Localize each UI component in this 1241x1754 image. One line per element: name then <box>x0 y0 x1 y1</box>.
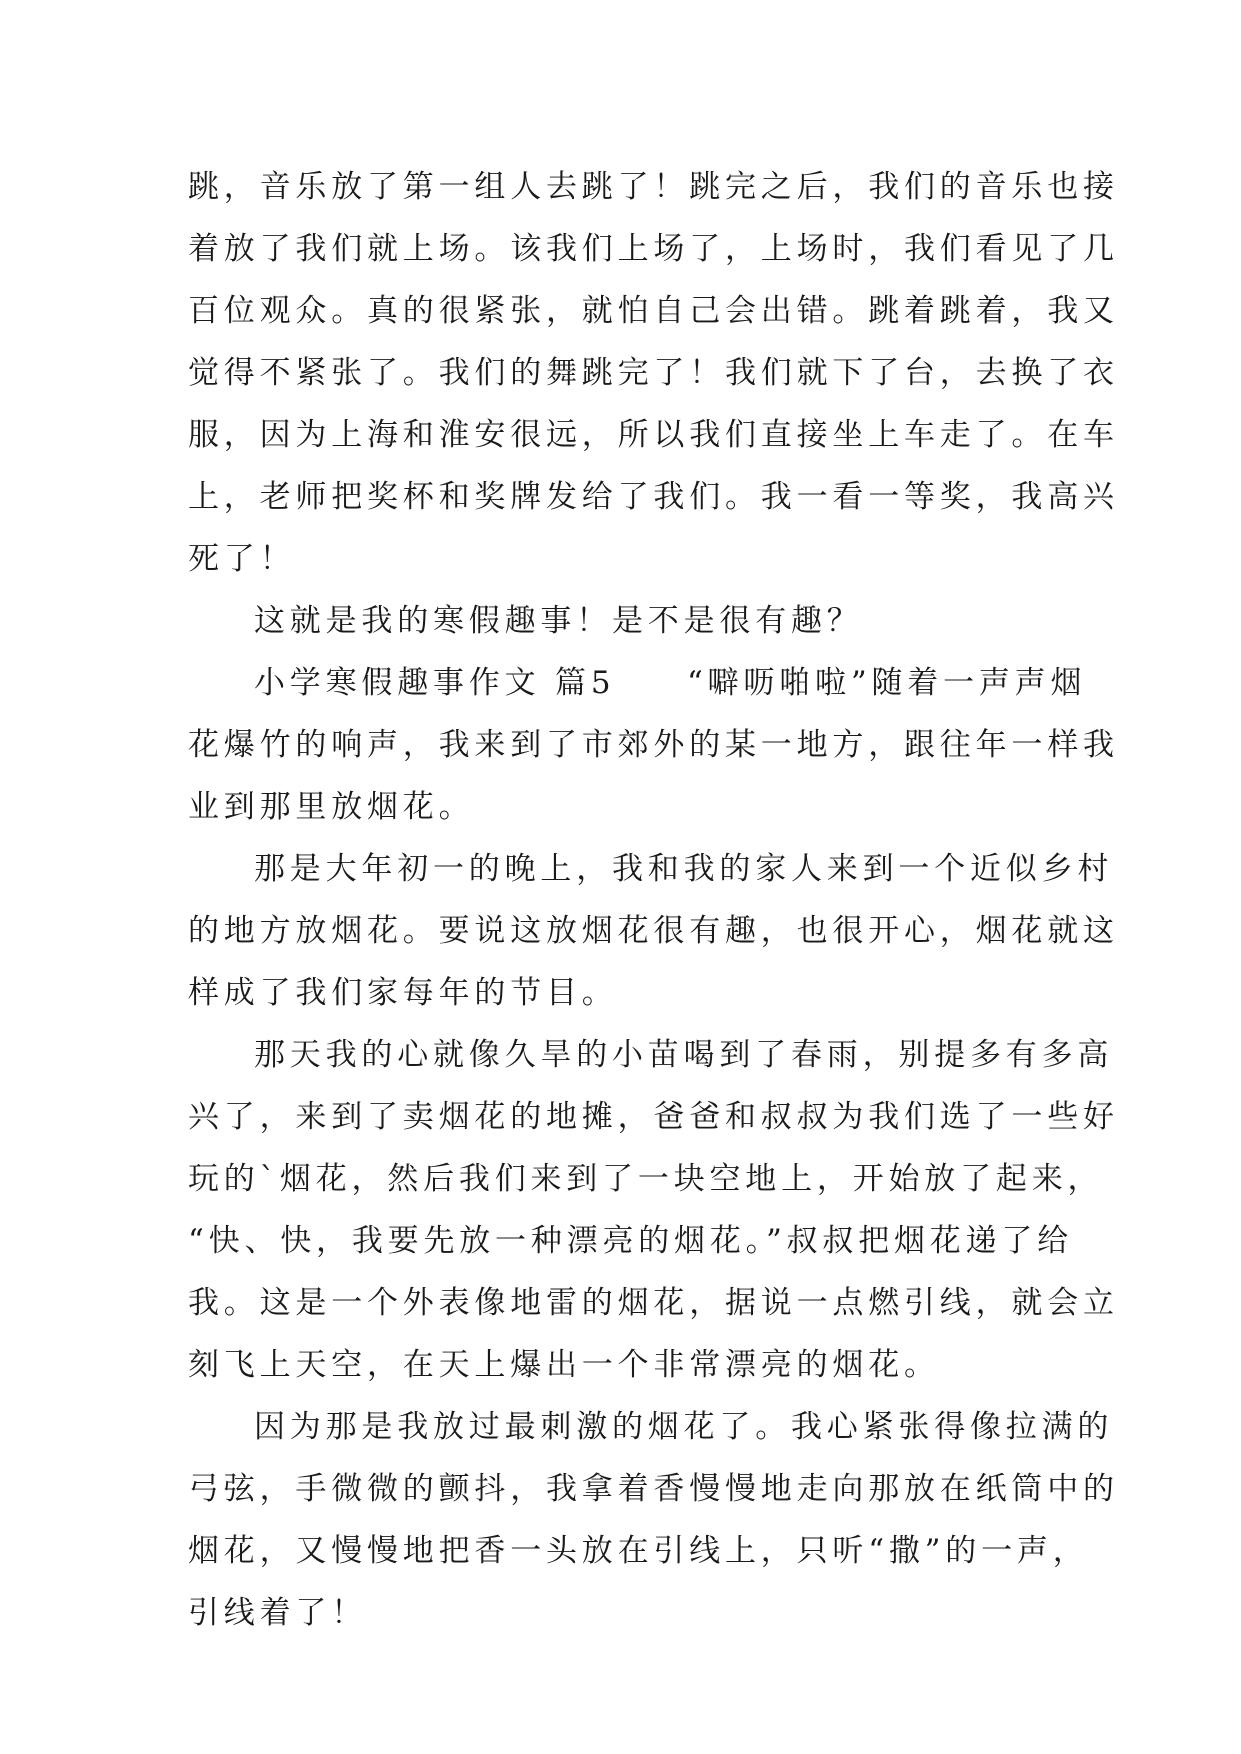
text-line: 那天我的心就像久旱的小苗喝到了春雨，别提多有多高 <box>254 1037 1114 1073</box>
text-line: 花爆竹的响声，我来到了市郊外的某一地方，跟往年一样我 <box>188 727 1119 763</box>
text-line: 百位观众。真的很紧张，就怕自己会出错。跳着跳着，我又 <box>188 293 1119 329</box>
text-line: 引线着了！ <box>188 1595 367 1631</box>
text-line: 弓弦，手微微的颤抖，我拿着香慢慢地走向那放在纸筒中的 <box>188 1471 1119 1507</box>
text-line: 烟花，又慢慢地把香一头放在引线上，只听“撒”的一声， <box>188 1533 1089 1569</box>
text-line: 服，因为上海和淮安很远，所以我们直接坐上车走了。在车 <box>188 417 1119 453</box>
text-line: 死了！ <box>188 541 296 577</box>
document-body <box>188 156 1119 1644</box>
text-line: 兴了，来到了卖烟花的地摊，爸爸和叔叔为我们选了一些好 <box>188 1099 1119 1135</box>
text-line: 上，老师把奖杯和奖牌发给了我们。我一看一等奖，我高兴 <box>188 479 1119 515</box>
text-line: “快、快，我要先放一种漂亮的烟花。”叔叔把烟花递了给 <box>188 1223 1073 1259</box>
text-line: 因为那是我放过最刺激的烟花了。我心紧张得像拉满的 <box>254 1409 1114 1445</box>
text-line: 那是大年初一的晚上，我和我的家人来到一个近似乡村 <box>254 851 1114 887</box>
text-line: 跳，音乐放了第一组人去跳了！跳完之后，我们的音乐也接 <box>188 169 1119 205</box>
text-line: 觉得不紧张了。我们的舞跳完了！我们就下了台，去换了衣 <box>188 355 1119 391</box>
text-line: 小学寒假趣事作文 篇5 “噼呖啪啦”随着一声声烟 <box>254 665 1087 701</box>
text-line: 业到那里放烟花。 <box>188 789 475 825</box>
text-line: 的地方放烟花。要说这放烟花很有趣，也很开心，烟花就这 <box>188 913 1119 949</box>
text-line: 样成了我们家每年的节目。 <box>188 975 618 1011</box>
text-line: 刻飞上天空，在天上爆出一个非常漂亮的烟花。 <box>188 1347 940 1383</box>
text-line: 我。这是一个外表像地雷的烟花，据说一点燃引线，就会立 <box>188 1285 1119 1321</box>
text-line: 玩的`烟花，然后我们来到了一块空地上，开始放了起来， <box>188 1161 1104 1197</box>
text-line: 着放了我们就上场。该我们上场了，上场时，我们看见了几 <box>188 231 1119 267</box>
text-line: 这就是我的寒假趣事！是不是很有趣？ <box>254 603 863 639</box>
